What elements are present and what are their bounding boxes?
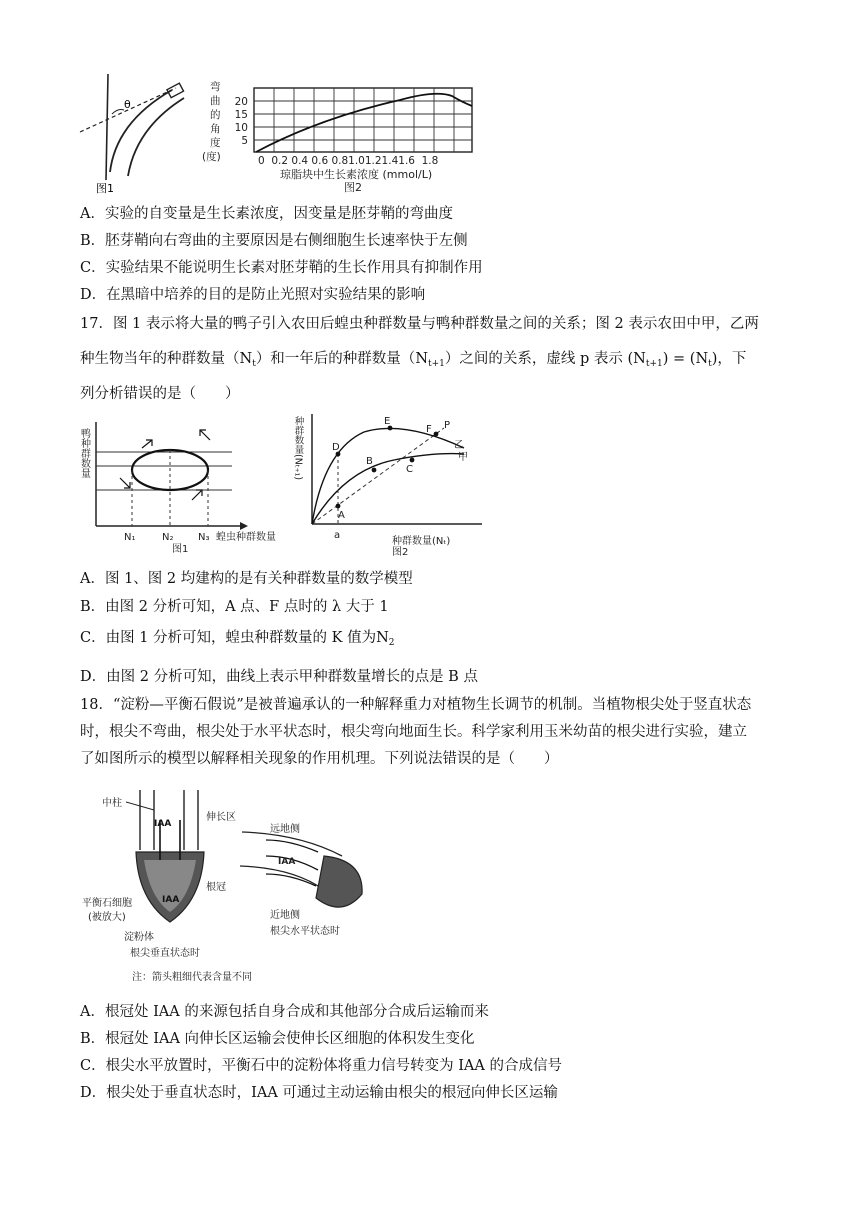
q17-fig2-point-c: C [406, 464, 413, 475]
q18-fig-horizontal: 根尖水平状态时 [270, 926, 340, 937]
q16-fig1-theta: θ [124, 98, 131, 111]
q16-option-d: D．在黑暗中培养的目的是防止光照对实验结果的影响 [80, 287, 426, 303]
q16-fig2-ylabel-2: 曲 [210, 95, 221, 107]
q18-option-c: C．根尖水平放置时，平衡石中的淀粉体将重力信号转变为 IAA 的合成信号 [80, 1058, 562, 1074]
q17-stem-line1: 17．图 1 表示将大量的鸭子引入农田后蝗虫种群数量与鸭种群数量之间的关系；图 2 表示农田中甲，乙两 [80, 316, 759, 332]
q18-fig-jindi: 近地侧 [270, 910, 300, 921]
q18-fig-iaa-3: IAA [278, 857, 296, 867]
q17-fig2-ylabel: 种群数量(Nₜ₊₁) [292, 416, 304, 481]
q16-fig2-ytick-20: 20 [234, 96, 248, 108]
q16-fig2-ytick-10: 10 [234, 122, 248, 134]
q18-figure [80, 790, 380, 990]
q17-fig2-point-b: B [366, 456, 373, 467]
q17-figure1 [78, 418, 304, 556]
q18-fig-iaa-2: IAA [162, 895, 180, 905]
q17-fig2-series-p: P [444, 420, 451, 431]
q18-option-a: A．根冠处 IAA 的来源包括自身合成和其他部分合成后运输而来 [80, 1004, 489, 1020]
q17-fig2-point-d: D [332, 442, 340, 453]
q18-stem-line3: 了如图所示的模型以解释相关现象的作用机理。下列说法错误的是（ ） [80, 751, 559, 767]
q18-fig-yuandi: 远地侧 [270, 824, 300, 835]
q17-option-d: D．由图 2 分析可知，曲线上表示甲种群数量增长的点是 B 点 [80, 669, 478, 685]
q16-fig2-ytick-15: 15 [234, 109, 248, 121]
q18-fig-note: 注：箭头粗细代表含量不同 [132, 972, 252, 983]
q17-fig1-caption: 图1 [172, 544, 189, 555]
q17-fig1-xlabel: 蝗虫种群数量 [216, 532, 276, 543]
q18-option-d: D．根尖处于垂直状态时，IAA 可通过主动运输由根尖的根冠向伸长区运输 [80, 1085, 558, 1101]
q16-fig1-caption: 图1 [96, 182, 114, 195]
q18-fig-fangda: (被放大) [88, 912, 126, 923]
q18-fig-genguan: 根冠 [206, 882, 226, 893]
q16-fig2-caption: 图2 [344, 181, 362, 194]
q18-option-b: B．根冠处 IAA 向伸长区运输会使伸长区细胞的体积发生变化 [80, 1031, 475, 1047]
q16-fig2-xticks: 0 0.2 0.4 0.6 0.81.01.21.41.6 1.8 [258, 155, 439, 167]
q16-option-c: C．实验结果不能说明生长素对胚芽鞘的生长作用具有抑制作用 [80, 260, 483, 276]
q18-fig-pingheng: 平衡石细胞 [82, 898, 132, 909]
q18-fig-dianfen: 淀粉体 [124, 932, 154, 943]
q17-fig2-xtick-a: a [334, 530, 341, 541]
q17-fig1-n1: N₁ [124, 532, 136, 543]
q16-fig2-ylabel-3: 的 [210, 109, 221, 121]
q17-fig2-series-yi: 乙 [454, 440, 464, 451]
q16-fig2-ylabel-1: 弯 [210, 81, 221, 93]
q17-fig2-series-jia: 甲 [458, 452, 468, 463]
q16-option-a: A．实验的自变量是生长素浓度，因变量是胚芽鞘的弯曲度 [80, 206, 453, 222]
q17-fig1-n3: N₃ [198, 532, 210, 543]
q17-stem-line2: 种生物当年的种群数量$(N_t)$和一年后的种群数量$(N_{t+1})$之间的关系，虚线 p 表示 $(N_{t+1}) = (N_t)$，下 [80, 351, 747, 369]
q17-fig2-xlabel: 种群数量(Nₜ) [392, 536, 451, 547]
q18-stem-line2: 时，根尖不弯曲，根尖处于水平状态时，根尖弯向地面生长。科学家利用玉米幼苗的根尖进行实验，建立 [80, 724, 747, 740]
q16-fig2-ylabel-5: 度 [210, 137, 221, 149]
q16-figure1 [76, 72, 206, 194]
q17-fig2-point-f: F [426, 424, 432, 435]
q17-stem-line3: 列分析错误的是（ ） [80, 386, 240, 402]
q18-fig-zhongzhu: 中柱 [102, 798, 122, 809]
q16-figure2 [200, 78, 500, 194]
q17-figure2 [294, 410, 494, 556]
q17-fig2-point-e: E [384, 416, 391, 427]
q17-fig2-caption: 图2 [392, 547, 409, 558]
q16-fig2-ytick-5: 5 [241, 135, 248, 147]
q18-fig-vertical: 根尖垂直状态时 [130, 948, 200, 959]
q16-option-b: B．胚芽鞘向右弯曲的主要原因是右侧细胞生长速率快于左侧 [80, 233, 468, 249]
q16-fig2-ylabel-4: 角 [210, 123, 221, 135]
q17-option-c: C．由图 1 分析可知，蝗虫种群数量的 K 值为$N_2$ [80, 630, 395, 648]
q17-option-b: B．由图 2 分析可知，A 点、F 点时的 λ 大于 1 [80, 599, 389, 615]
q16-fig2-xlabel: 琼脂块中生长素浓度 (mmol/L) [280, 168, 433, 181]
q18-fig-iaa-1: IAA [154, 819, 172, 829]
q17-option-a: A．图 1、图 2 均建构的是有关种群数量的数学模型 [80, 571, 413, 587]
q16-fig2-ylabel-6: (度) [202, 151, 221, 163]
q17-fig1-ylabel: 鸭种群数量 [78, 428, 90, 478]
q18-fig-shenchang: 伸长区 [206, 812, 236, 823]
q18-stem-line1: 18．“淀粉—平衡石假说”是被普遍承认的一种解释重力对植物生长调节的机制。当植物根尖处于竖直状态 [80, 697, 752, 713]
q17-fig2-point-a: A [338, 510, 345, 521]
q17-fig1-n2: N₂ [162, 532, 174, 543]
